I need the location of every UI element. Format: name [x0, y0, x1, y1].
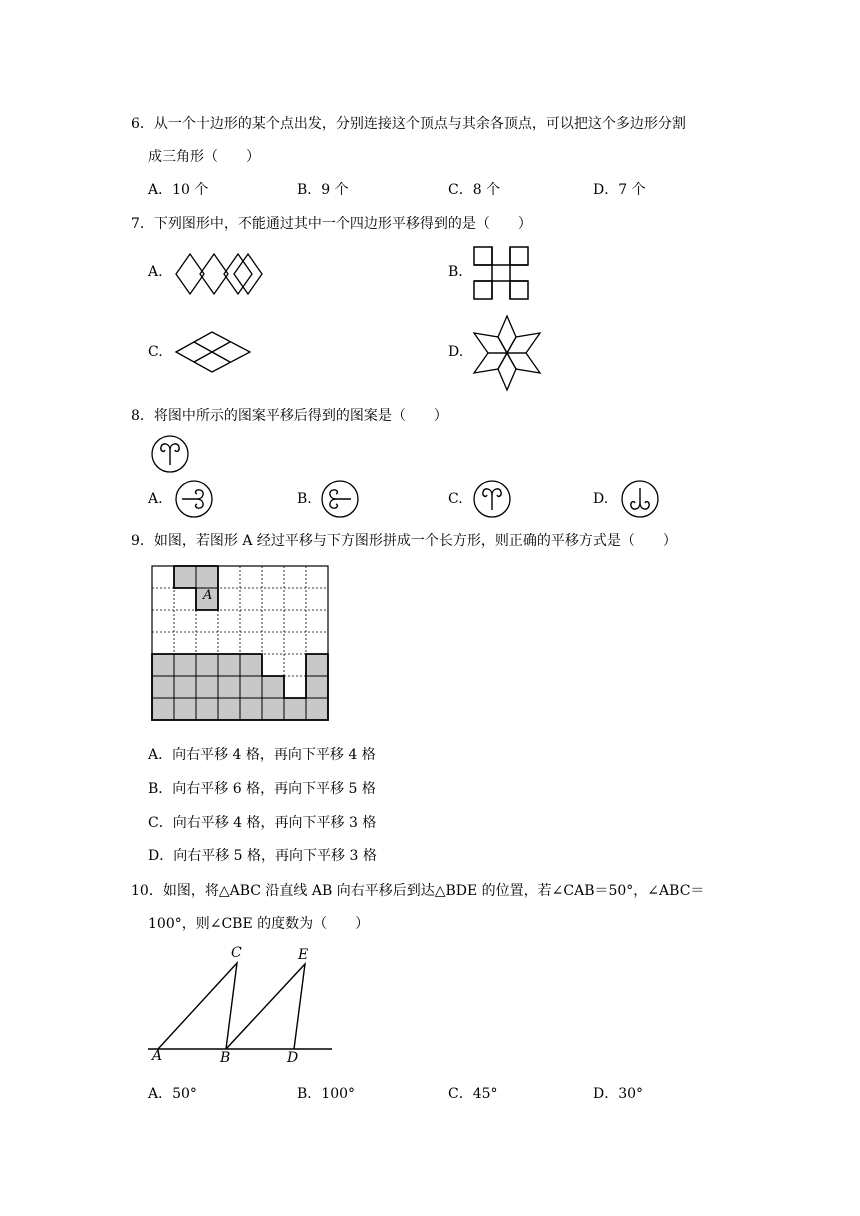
q10-label-e: E	[298, 947, 309, 963]
q6-option-d[interactable]: D．7 个	[593, 182, 646, 198]
q6-option-a[interactable]: A．10 个	[148, 182, 209, 198]
q10-triangle-figure	[148, 950, 334, 1055]
q8-option-a-symbol[interactable]	[174, 479, 214, 519]
q7-option-d-label[interactable]: D.	[448, 344, 464, 360]
q8-original-ram-symbol	[150, 434, 190, 474]
q10-option-c[interactable]: C．45°	[448, 1086, 498, 1102]
q9-option-a[interactable]: A．向右平移 4 格，再向下平移 4 格	[148, 747, 376, 763]
q9-grid-figure	[152, 566, 332, 722]
q7-figure-a-diamonds	[170, 250, 270, 298]
q8-option-c-label[interactable]: C.	[448, 491, 463, 507]
q10-label-d: D	[287, 1050, 299, 1066]
q6-option-b[interactable]: B．9 个	[297, 182, 349, 198]
q6-stem-line2: 成三角形（ ）	[148, 149, 260, 165]
q8-option-a-label[interactable]: A.	[148, 491, 163, 507]
q8-option-c-symbol[interactable]	[472, 479, 512, 519]
q9-option-c[interactable]: C．向右平移 4 格，再向下平移 3 格	[148, 815, 377, 831]
q7-figure-d-star	[470, 312, 544, 394]
q7-option-b-label[interactable]: B.	[448, 264, 463, 280]
q7-figure-c-rhombus	[172, 328, 254, 376]
q9-option-d[interactable]: D．向右平移 5 格，再向下平移 3 格	[148, 848, 377, 864]
q8-option-b-symbol[interactable]	[320, 479, 360, 519]
q8-option-d-label[interactable]: D.	[593, 491, 609, 507]
q7-option-c-label[interactable]: C.	[148, 344, 163, 360]
q10-label-c: C	[231, 945, 242, 961]
q6-option-c[interactable]: C．8 个	[448, 182, 501, 198]
q7-figure-b-squares	[470, 243, 534, 303]
q6-stem-line1: 6．从一个十边形的某个点出发，分别连接这个顶点与其余各顶点，可以把这个多边形分割	[131, 116, 686, 132]
q8-option-d-symbol[interactable]	[620, 479, 660, 519]
q10-option-b[interactable]: B．100°	[297, 1086, 356, 1102]
q10-stem-line1: 10．如图，将△ABC 沿直线 AB 向右平移后到达△BDE 的位置，若∠CAB＝50°，∠ABC＝	[131, 883, 705, 899]
q8-stem: 8．将图中所示的图案平移后得到的图案是（ ）	[131, 408, 448, 424]
q10-option-d[interactable]: D．30°	[593, 1086, 644, 1102]
q10-label-b: B	[220, 1050, 231, 1066]
q9-figure-label-a: A	[203, 588, 213, 603]
q10-label-a: A	[152, 1048, 163, 1064]
q10-option-a[interactable]: A．50°	[148, 1086, 197, 1102]
q7-stem: 7．下列图形中，不能通过其中一个四边形平移得到的是（ ）	[131, 216, 532, 232]
q8-option-b-label[interactable]: B.	[297, 491, 312, 507]
q10-stem-line2: 100°，则∠CBE 的度数为（ ）	[148, 916, 370, 932]
q9-stem: 9．如图，若图形 A 经过平移与下方图形拼成一个长方形，则正确的平移方式是（ ）	[131, 533, 677, 549]
q7-option-a-label[interactable]: A.	[148, 264, 163, 280]
q9-option-b[interactable]: B．向右平移 6 格，再向下平移 5 格	[148, 781, 376, 797]
